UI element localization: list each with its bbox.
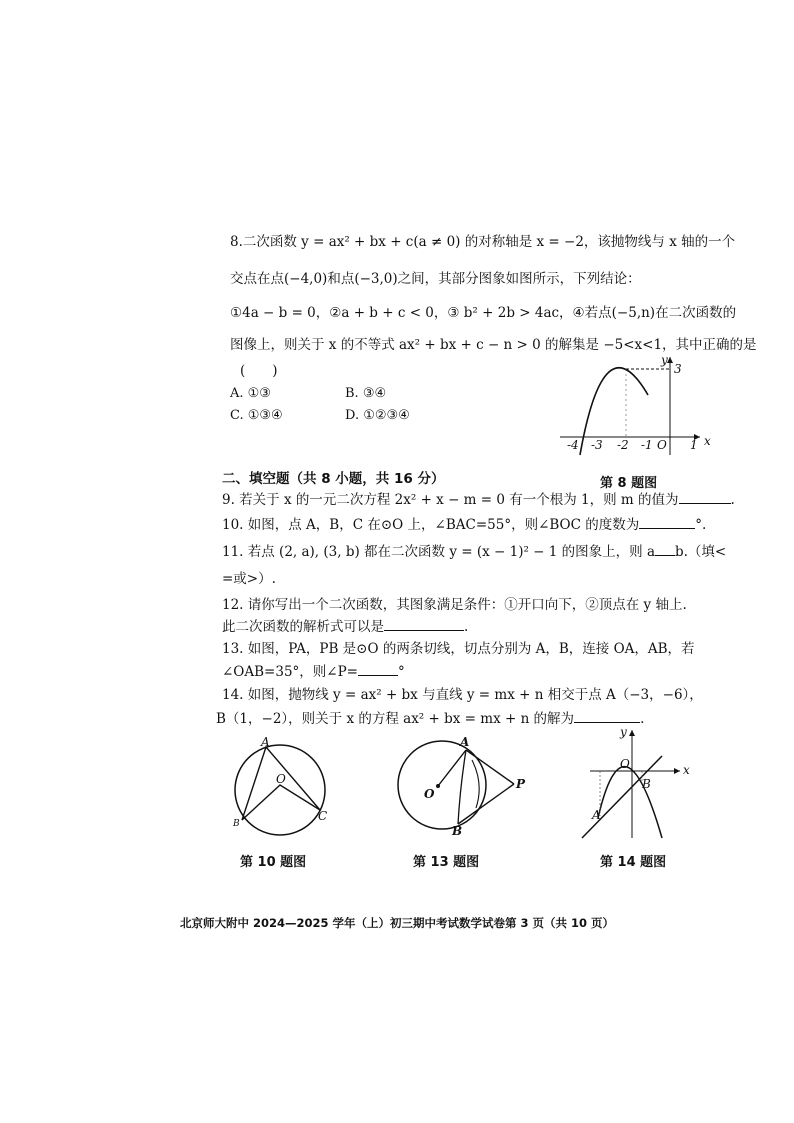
q13-answer-blank[interactable] (358, 675, 398, 676)
q13-text2: ∠OAB=35°，则∠P= (222, 664, 358, 680)
label-o: O (276, 772, 286, 786)
q8-parabola-graph (560, 355, 720, 455)
q8-line4: 图像上，则关于 x 的不等式 ax² + bx + c − n > 0 的解集是 −5<x<1，其中正确的是 (230, 337, 757, 353)
x-tick-label: 1 (690, 438, 698, 452)
q8-option-c: C. ①③④ (230, 408, 283, 423)
label-y: y (620, 725, 627, 739)
q10-text: 10. 如图，点 A，B，C 在⊙O 上，∠BAC=55°，则∠BOC 的度数为 (222, 517, 640, 533)
label-o: O (620, 757, 630, 771)
q11-answer-blank[interactable] (655, 555, 675, 556)
label-o: O (424, 787, 435, 801)
circle-o (235, 745, 328, 835)
origin-label: O (657, 438, 667, 452)
q11-text1: 11. 若点 (2, a), (3, b) 都在二次函数 y = (x − 1)² − 1 的图象上，则 a (222, 544, 655, 560)
q11-text2: b.（填< (675, 544, 727, 560)
q10-end: °. (695, 517, 707, 533)
q11-line2: =或>）. (222, 571, 276, 587)
fig13-tangent-diagram (392, 735, 532, 838)
q13-line2 (222, 663, 405, 681)
x-axis-arrow (674, 768, 680, 774)
x-tick-label: -3 (591, 438, 603, 452)
q12-line2 (222, 618, 468, 636)
fig14-graph (580, 726, 700, 841)
label-b: B (452, 824, 463, 838)
x-tick-label: -4 (567, 438, 579, 452)
label-a: A (460, 735, 470, 749)
q14-text2: B（1，−2），则关于 x 的方程 ax² + bx = mx + n 的解为 (216, 711, 575, 727)
q8-line3: ①4a − b = 0，②a + b + c < 0，③ b² + 2b > 4ac，④若点(−5,n)在二次函数的 (230, 305, 737, 321)
label-x: x (683, 763, 690, 777)
label-a: A (592, 808, 601, 822)
angle-boc (242, 785, 320, 820)
fig14-caption: 第 14 题图 (600, 855, 667, 870)
q13-line1: 13. 如图，PA，PB 是⊙O 的两条切线，切点分别为 A，B，连接 OA，AB，若 (222, 641, 695, 657)
fig10-caption: 第 10 题图 (240, 855, 307, 870)
q12-answer-blank[interactable] (384, 630, 464, 631)
q8-figure-caption: 第 8 题图 (600, 476, 658, 491)
label-b: B (233, 819, 240, 829)
q14-end: . (640, 711, 645, 727)
tangent-pa (466, 750, 514, 784)
q10 (222, 516, 706, 534)
label-c: C (318, 809, 328, 823)
section-title: 二、填空题（共 8 小题，共 16 分） (222, 471, 445, 487)
q8-line1: 8.二次函数 y = ax² + bx + c(a ≠ 0) 的对称轴是 x = −2，该抛物线与 x 轴的一个 (230, 234, 736, 250)
q8-line2: 交点在点(−4,0)和点(−3,0)之间，其部分图象如图所示，下列结论： (230, 271, 641, 287)
label-a: A (261, 735, 270, 749)
label-p: P (516, 777, 526, 791)
fig10-circle-diagram (230, 735, 340, 838)
minor-arc (472, 760, 479, 808)
q12-text2: 此二次函数的解析式可以是 (222, 619, 384, 635)
y-axis-arrow (667, 357, 673, 363)
q8-option-a: A. ①③ (230, 386, 271, 401)
x-tick-label: -1 (641, 438, 653, 452)
x-axis-label: x (704, 434, 711, 448)
y-axis-arrow (629, 730, 635, 736)
fig13-caption: 第 13 题图 (413, 855, 480, 870)
q12-end: . (464, 619, 469, 635)
q9-text: 9. 若关于 x 的一元二次方程 2x² + x − m = 0 有一个根为 1，则 m 的值为 (222, 492, 679, 508)
q9-end: . (730, 492, 735, 508)
label-b: B (642, 777, 651, 791)
q10-answer-blank[interactable] (639, 528, 695, 529)
q11 (222, 543, 726, 561)
q8-answer-paren: ( ) (240, 363, 278, 379)
y-tick-label: 3 (674, 362, 682, 376)
chord-ab (458, 750, 466, 824)
x-tick-label: -2 (617, 438, 629, 452)
q8-option-b: B. ③④ (345, 386, 387, 401)
q8-option-d: D. ①②③④ (345, 408, 410, 423)
page-footer: 北京师大附中 2024—2025 学年（上）初三期中考试数学试卷第 3 页（共 10 页） (179, 916, 615, 930)
q14-line1: 14. 如图，抛物线 y = ax² + bx 与直线 y = mx + n 相交于点 A（−3，−6）， (222, 687, 703, 703)
q13-end: ° (398, 664, 405, 680)
q9-answer-blank[interactable] (679, 503, 731, 504)
q9 (222, 491, 735, 509)
parabola-curve (598, 767, 662, 838)
q14-answer-blank[interactable] (574, 722, 640, 723)
q12-line1: 12. 请你写出一个二次函数，其图象满足条件：①开口向下，②顶点在 y 轴上. (222, 597, 687, 613)
y-axis-label: y (661, 353, 668, 367)
